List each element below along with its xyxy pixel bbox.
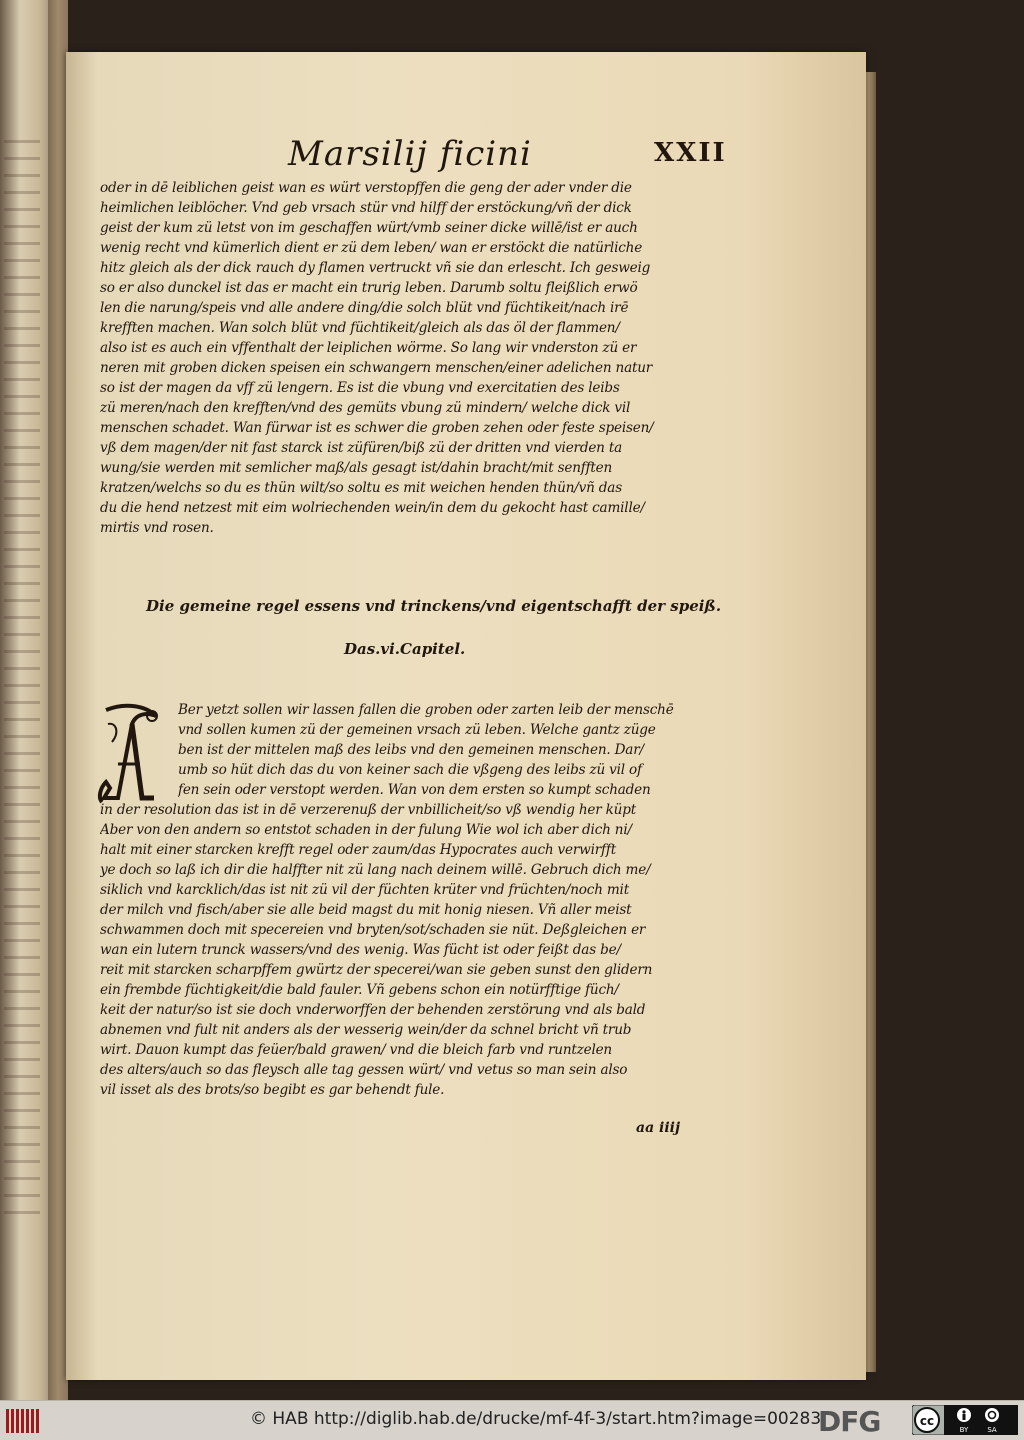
text-line: halt mit einer starcken krefft regel oder zaum/das Hypocrates auch verwirfft	[100, 842, 616, 858]
text-line: kratzen/welchs so du es thün wilt/so soltu es mit weichen henden thün/vñ das	[100, 480, 622, 496]
text-line: vnd sollen kumen zü der gemeinen vrsach zü leben. Welche gantz züge	[178, 722, 656, 738]
text-line: in der resolution das ist in dē verzerenuß der vnbillicheit/so vß wendig her küpt	[100, 802, 636, 818]
text-line: ben ist der mittelen maß des leibs vnd den gemeinen menschen. Dar/	[178, 742, 644, 758]
text-line: len die narung/speis vnd alle andere ding/die solch blüt vnd füchtikeit/nach irē	[100, 300, 629, 316]
cc-license-icon[interactable]	[912, 1405, 1018, 1435]
text-line: geist der kum zü letst von im geschaffen würt/vmb seiner dicke willē/ist er auch	[100, 220, 638, 236]
text-line: vil isset als des brots/so begibt es gar behendt fule.	[100, 1082, 445, 1098]
cc-mark: cc	[919, 1414, 935, 1428]
running-head: Marsilij ficini	[288, 134, 532, 174]
library-logo-icon	[6, 1409, 40, 1433]
text-line: wung/sie werden mit semlicher maß/als gesagt ist/dahin bracht/mit senfften	[100, 460, 613, 476]
text-line: wan ein lutern trunck wassers/vnd des wenig. Was fücht ist oder feißt das be/	[100, 942, 621, 958]
decorated-initial-a-icon	[96, 702, 162, 806]
text-line: abnemen vnd fult nit anders als der wesserig wein/der da schnel bricht vñ trub	[100, 1022, 632, 1038]
text-line: menschen schadet. Wan fürwar ist es schwer die groben zehen oder feste speisen/	[100, 420, 654, 436]
text-line: heimlichen leiblöcher. Vnd geb vrsach stür vnd hilff der erstöckung/vñ der dick	[100, 200, 632, 216]
text-line: der milch vnd fisch/aber sie alle beid magst du mit honig niesen. Vñ aller meist	[100, 902, 632, 918]
text-line: vß dem magen/der nit fast starck ist züfüren/biß zü der dritten vnd vierden ta	[100, 440, 623, 456]
text-line: reit mit starcken scharpffem gwürtz der specerei/wan sie geben sunst den glidern	[100, 962, 653, 978]
text-line: mirtis vnd rosen.	[100, 520, 214, 536]
text-line: ein frembde füchtigkeit/die bald fauler. Vñ gebens schon ein notürfftige füch/	[100, 982, 619, 998]
text-line: wirt. Dauon kumpt das feüer/bald grawen/ vnd die bleich farb vnd runtzelen	[100, 1042, 612, 1058]
section-heading: Die gemeine regel essens vnd trinckens/vnd eigentschafft der speiß.	[146, 597, 722, 615]
signature-mark: aa iiij	[636, 1120, 681, 1136]
text-line: krefften machen. Wan solch blüt vnd füchtikeit/gleich als das öl der flammen/	[100, 320, 620, 336]
text-line: keit der natur/so ist sie doch vnderworffen der behenden zerstörung vnd als bald	[100, 1002, 646, 1018]
text-line: wenig recht vnd kümerlich dient er zü dem leben/ wan er erstöckt die natürliche	[100, 240, 643, 256]
text-line: zü meren/nach den krefften/vnd des gemüts vbung zü mindern/ welche dick vil	[100, 400, 631, 416]
text-line: neren mit groben dicken speisen ein schwangern menschen/einer adelichen natur	[100, 360, 653, 376]
facing-page-edge	[0, 0, 50, 1400]
text-line: umb so hüt dich das du von keiner sach die vßgeng des leibs zü vil of	[178, 762, 642, 778]
viewer-footer	[0, 1400, 1024, 1440]
text-line: oder in dē leiblichen geist wan es würt verstopffen die geng der ader vnder die	[100, 180, 632, 196]
book-page	[66, 52, 866, 1380]
text-line: siklich vnd karcklich/das ist nit zü vil der füchten krüter vnd früchten/noch mit	[100, 882, 629, 898]
text-line: so ist der magen da vff zü lengern. Es ist die vbung vnd exercitatien des leibs	[100, 380, 620, 396]
text-line: hitz gleich als der dick rauch dy flamen vertruckt vñ sie dan erlescht. Ich gesweig	[100, 260, 651, 276]
text-line: fen sein oder verstopt werden. Wan von dem ersten so kumpt schaden	[178, 782, 651, 798]
text-line: ye doch so laß ich dir die halffter nit zü lang nach deinem willē. Gebruch dich me/	[100, 862, 651, 878]
dfg-logo: DFG	[818, 1405, 881, 1438]
cc-by-label: BY	[959, 1426, 969, 1434]
chapter-title: Das.vi.Capitel.	[344, 640, 466, 658]
text-line: Aber von den andern so entstot schaden in der fulung Wie wol ich aber dich ni/	[100, 822, 632, 838]
text-line: du die hend netzest mit eim wolriechenden wein/in dem du gekocht hast camille/	[100, 500, 645, 516]
facing-page-text	[4, 140, 40, 1220]
book-gutter	[48, 0, 68, 1400]
source-link[interactable]: © HAB http://diglib.hab.de/drucke/mf-4f-3/start.htm?image=00283	[250, 1409, 822, 1429]
text-line: so er also dunckel ist das er macht ein trurig leben. Darumb soltu fleißlich erwö	[100, 280, 638, 296]
text-line: schwammen doch mit specereien vnd bryten/sot/schaden sie nüt. Deßgleichen er	[100, 922, 646, 938]
text-line: des alters/auch so das fleysch alle tag gessen würt/ vnd vetus so man sein also	[100, 1062, 628, 1078]
text-line: Ber yetzt sollen wir lassen fallen die groben oder zarten leib der menschē	[178, 702, 674, 718]
cc-sa-label: SA	[987, 1426, 997, 1434]
folio-number: XXII	[654, 138, 727, 168]
text-line: also ist es auch ein vffenthalt der leiplichen wörme. So lang wir vnderston zü er	[100, 340, 637, 356]
